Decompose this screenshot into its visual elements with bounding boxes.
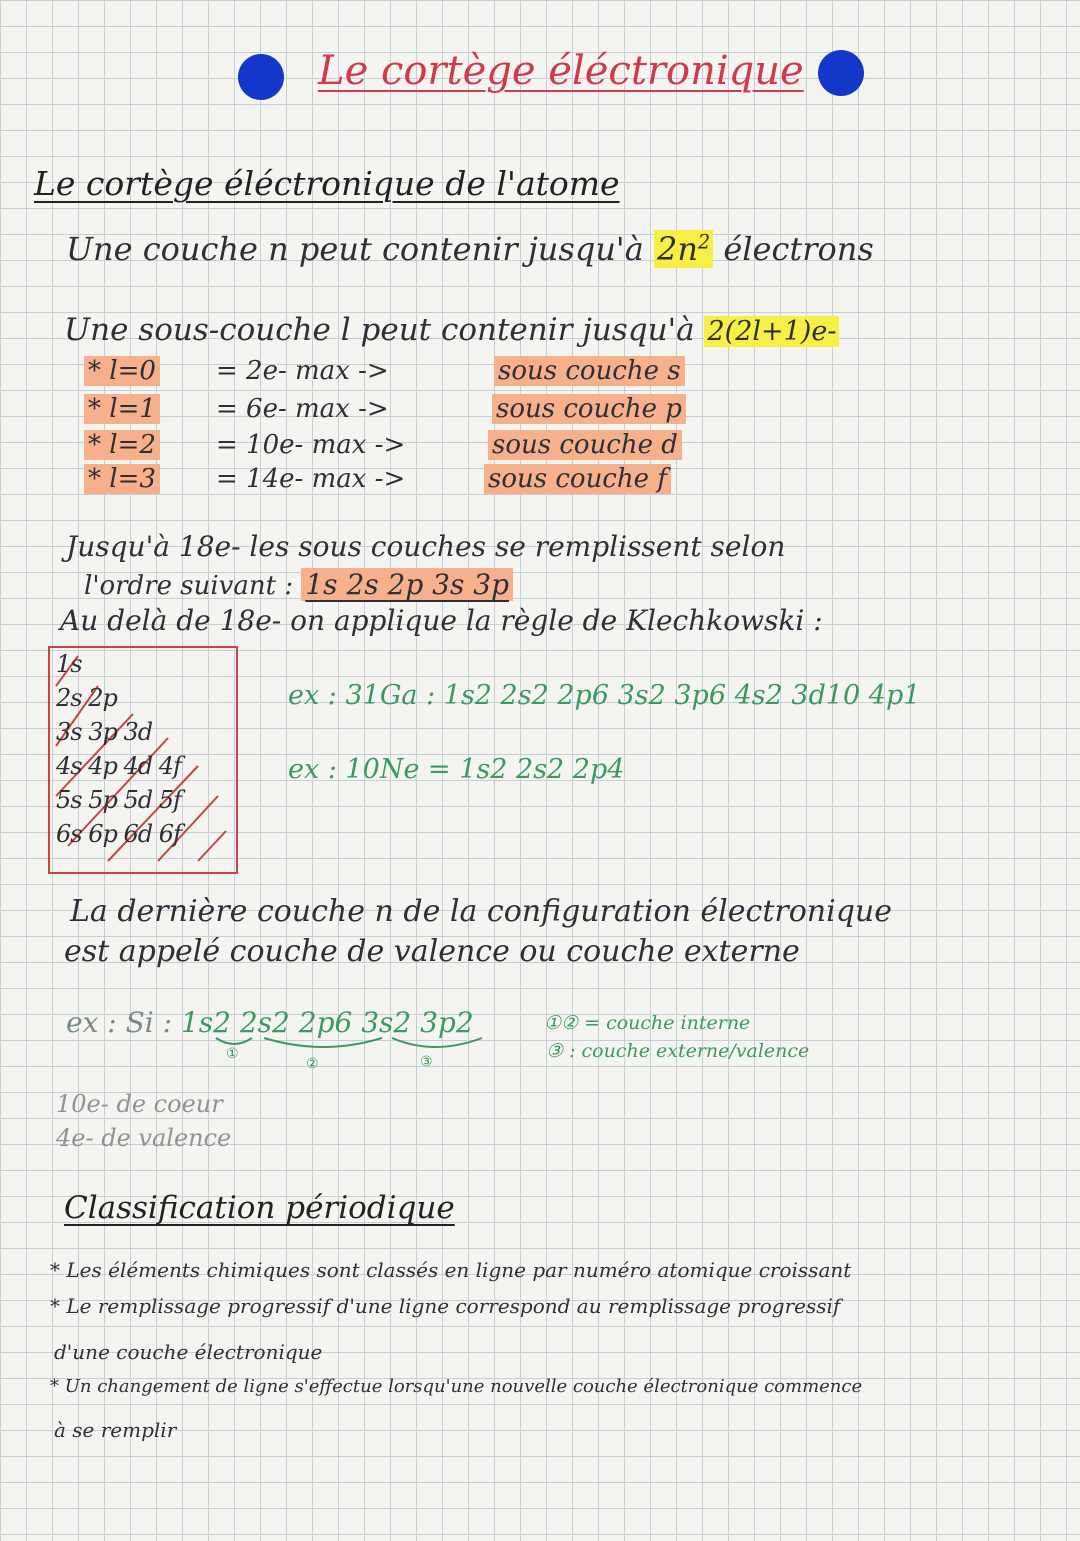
valence-definition-2: est appelé couche de valence ou couche externe xyxy=(64,934,800,969)
example-gallium xyxy=(288,680,920,711)
silicon-mark-3: ③ xyxy=(420,1054,433,1070)
sublevel-l-value: * l=1 xyxy=(84,394,160,424)
sublevel-name: sous couche d xyxy=(488,430,682,460)
example-atom: 31Ga : xyxy=(345,680,444,711)
core-electrons: 10e- de coeur xyxy=(56,1090,223,1118)
sublevel-name: sous couche s xyxy=(494,356,685,386)
example-silicon-config: 1s2 2s2 2p6 3s2 3p2 xyxy=(180,1006,474,1039)
binder-hole-right xyxy=(818,50,864,96)
classification-bullet: * Les éléments chimiques sont classés en ligne par numéro atomique croissant xyxy=(50,1258,852,1282)
legend-outer-shell: ③ : couche externe/valence xyxy=(546,1040,810,1062)
example-label: ex : xyxy=(288,754,346,785)
souscouche-capacity-formula: 2(2l+1)e- xyxy=(704,316,839,347)
fill-order-line: Jusqu'à 18e- les sous couches se remplissent selon xyxy=(66,530,786,563)
example-silicon-label: ex : Si : xyxy=(66,1006,181,1039)
fill-order-line-2 xyxy=(84,568,513,601)
fill-order-label: l'ordre suivant : xyxy=(84,571,294,601)
example-config: 1s2 2s2 2p4 xyxy=(459,754,625,785)
silicon-braces xyxy=(214,1034,514,1074)
silicon-mark-1: ① xyxy=(226,1046,239,1062)
valence-electrons: 4e- de valence xyxy=(56,1124,232,1152)
section-heading-atome: Le cortège éléctronique de l'atome xyxy=(34,164,620,203)
fill-order-sequence: 1s 2s 2p 3s 3p xyxy=(301,568,513,601)
couche-capacity-formula: $2n^2$ xyxy=(654,230,713,268)
legend-inner-shell: ①② = couche interne xyxy=(544,1012,751,1034)
klechkowski-row: 6s 6p 6d 6f xyxy=(56,820,181,848)
sublevel-max: = 14e- max -> xyxy=(216,464,406,494)
sublevel-max: = 2e- max -> xyxy=(216,356,389,386)
sublevel-l-value: * l=0 xyxy=(84,356,160,386)
couche-capacity-text: Une couche n peut contenir jusqu'à xyxy=(66,230,644,268)
section-heading-classification: Classification périodique xyxy=(64,1190,455,1226)
example-label: ex : xyxy=(288,680,346,711)
couche-capacity-line xyxy=(66,230,874,268)
sublevel-l-value: * l=2 xyxy=(84,430,160,460)
klechkowski-row: 5s 5p 5d 5f xyxy=(56,786,181,814)
classification-bullet: * Un changement de ligne s'effectue lorsqu'une nouvelle couche électronique commence xyxy=(50,1376,863,1397)
classification-bullet: * Le remplissage progressif d'une ligne correspond au remplissage progressif xyxy=(50,1294,841,1318)
couche-capacity-unit: électrons xyxy=(723,230,874,268)
klechkowski-intro: Au delà de 18e- on applique la règle de Klechkowski : xyxy=(60,604,823,637)
klechkowski-row: 1s xyxy=(56,650,82,678)
klechkowski-row: 2s 2p xyxy=(56,684,117,712)
sublevel-name: sous couche p xyxy=(492,394,686,424)
sublevel-max: = 10e- max -> xyxy=(216,430,406,460)
souscouche-capacity-line xyxy=(64,312,839,348)
sublevel-max: = 6e- max -> xyxy=(216,394,389,424)
klechkowski-row: 3s 3p 3d xyxy=(56,718,153,746)
page-title: Le cortège éléctronique xyxy=(318,48,804,94)
klechkowski-row: 4s 4p 4d 4f xyxy=(56,752,181,780)
example-neon xyxy=(288,754,624,785)
valence-definition-1: La dernière couche n de la configuration électronique xyxy=(70,894,892,929)
example-config: 1s2 2s2 2p6 3s2 3p6 4s2 3d10 4p1 xyxy=(443,680,921,711)
binder-hole-left xyxy=(238,54,284,100)
silicon-mark-2: ② xyxy=(306,1056,319,1072)
souscouche-capacity-text: Une sous-couche l peut contenir jusqu'à xyxy=(64,312,695,348)
example-atom: 10Ne = xyxy=(345,754,460,785)
classification-bullet-cont: à se remplir xyxy=(54,1418,177,1442)
sublevel-name: sous couche f xyxy=(484,464,671,494)
sublevel-l-value: * l=3 xyxy=(84,464,160,494)
classification-bullet-cont: d'une couche électronique xyxy=(54,1340,323,1364)
